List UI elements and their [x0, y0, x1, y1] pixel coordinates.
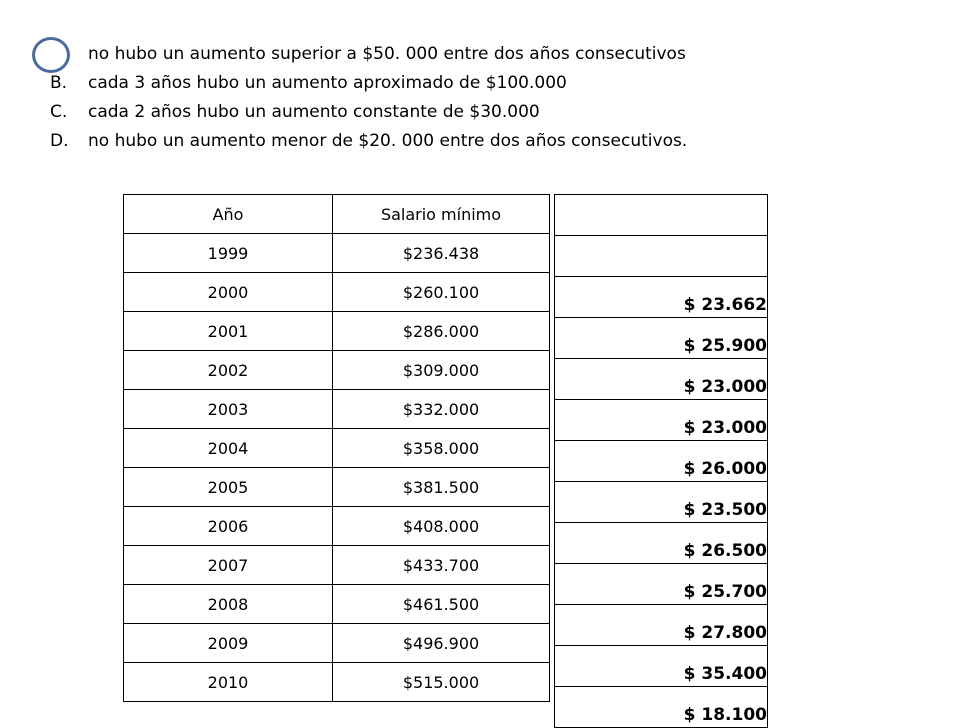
salary-table: [123, 194, 550, 702]
table-row: [124, 546, 550, 585]
table-header-row: [124, 195, 550, 234]
option-letter: B.: [50, 73, 68, 93]
difference-row: [555, 400, 768, 441]
difference-cell: $ 23.000: [555, 400, 768, 441]
year-cell: 2001: [124, 312, 333, 351]
difference-row: [555, 441, 768, 482]
difference-row: [555, 482, 768, 523]
option-text: no hubo un aumento menor de $20. 000 entre dos años consecutivos.: [88, 131, 688, 151]
difference-row: [555, 277, 768, 318]
year-cell: 1999: [124, 234, 333, 273]
option-c[interactable]: [50, 98, 930, 127]
year-cell: 2000: [124, 273, 333, 312]
difference-cell: $ 18.100: [555, 687, 768, 728]
difference-row: [555, 236, 768, 277]
option-b[interactable]: [50, 69, 930, 98]
difference-cell: $ 26.500: [555, 523, 768, 564]
salary-cell: $236.438: [333, 234, 550, 273]
selection-circle-mark: [32, 37, 70, 73]
difference-cell: $ 27.800: [555, 605, 768, 646]
year-cell: 2009: [124, 624, 333, 663]
option-text: cada 3 años hubo un aumento aproximado de $100.000: [88, 73, 567, 93]
salary-cell: $332.000: [333, 390, 550, 429]
year-cell: 2008: [124, 585, 333, 624]
salary-table-body: [124, 195, 550, 702]
difference-row: [555, 564, 768, 605]
option-d[interactable]: [50, 127, 930, 156]
option-text: cada 2 años hubo un aumento constante de $30.000: [88, 102, 540, 122]
table-row: [124, 585, 550, 624]
difference-cell: [555, 236, 768, 277]
option-letter: D.: [50, 131, 69, 151]
table-row: [124, 663, 550, 702]
table-row: [124, 234, 550, 273]
year-cell: 2007: [124, 546, 333, 585]
salary-cell: $260.100: [333, 273, 550, 312]
option-text: no hubo un aumento superior a $50. 000 entre dos años consecutivos: [88, 44, 686, 64]
difference-cell: [555, 195, 768, 236]
year-cell: 2006: [124, 507, 333, 546]
difference-cell: $ 25.700: [555, 564, 768, 605]
option-letter: C.: [50, 102, 68, 122]
table-row: [124, 312, 550, 351]
table-row: [124, 507, 550, 546]
header-year: Año: [124, 195, 333, 234]
salary-cell: $515.000: [333, 663, 550, 702]
header-salary: Salario mínimo: [333, 195, 550, 234]
option-a[interactable]: [50, 40, 930, 69]
difference-row: [555, 687, 768, 728]
table-row: [124, 273, 550, 312]
difference-row: [555, 195, 768, 236]
answer-options: [50, 40, 930, 156]
difference-table: [554, 194, 768, 728]
year-cell: 2002: [124, 351, 333, 390]
difference-row: [555, 523, 768, 564]
salary-cell: $381.500: [333, 468, 550, 507]
table-row: [124, 468, 550, 507]
difference-row: [555, 605, 768, 646]
salary-cell: $496.900: [333, 624, 550, 663]
year-cell: 2010: [124, 663, 333, 702]
difference-row: [555, 359, 768, 400]
salary-cell: $358.000: [333, 429, 550, 468]
table-row: [124, 624, 550, 663]
table-row: [124, 351, 550, 390]
salary-cell: $408.000: [333, 507, 550, 546]
difference-table-body: [555, 195, 768, 728]
difference-cell: $ 26.000: [555, 441, 768, 482]
year-cell: 2004: [124, 429, 333, 468]
year-cell: 2003: [124, 390, 333, 429]
salary-cell: $286.000: [333, 312, 550, 351]
difference-cell: $ 23.662: [555, 277, 768, 318]
table-row: [124, 390, 550, 429]
salary-cell: $309.000: [333, 351, 550, 390]
salary-cell: $461.500: [333, 585, 550, 624]
difference-cell: $ 35.400: [555, 646, 768, 687]
difference-cell: $ 23.000: [555, 359, 768, 400]
difference-row: [555, 646, 768, 687]
year-cell: 2005: [124, 468, 333, 507]
table-row: [124, 429, 550, 468]
salary-cell: $433.700: [333, 546, 550, 585]
difference-row: [555, 318, 768, 359]
difference-cell: $ 23.500: [555, 482, 768, 523]
difference-cell: $ 25.900: [555, 318, 768, 359]
